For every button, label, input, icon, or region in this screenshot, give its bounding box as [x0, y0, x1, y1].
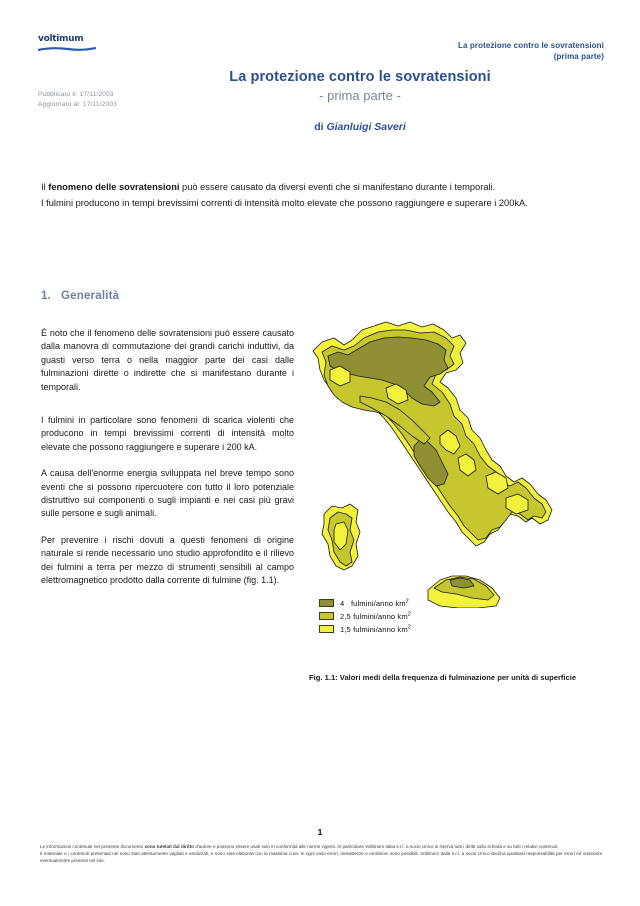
- page-number: 1: [317, 827, 323, 837]
- intro-paragraph-2: I fulmini producono in tempi brevissimi correnti di intensità molto elevate che possono raggiungere e superare i 200kA.: [41, 197, 528, 208]
- legend-item-medium: [319, 610, 489, 622]
- figure-caption: Fig. 1.1: Valori medi della frequenza di fulminazione per unità di superficie: [309, 673, 577, 682]
- footer-line-2: Il materiale e i contenuti presentati nel sono stati attentamente vagliati e analizzati, e sono stati elaborati con la massima cura. In ogni caso errori, inesattezze e omissioni sono possibili. Voltimum Italia s.r.l. a socio Unico declina qualsiasi responsabilità per errori ed omissioni eventualmente presenti nel sito.: [40, 851, 602, 864]
- section-title: Generalità: [61, 290, 120, 302]
- publication-info: [38, 90, 117, 109]
- legend-label-low: 1,5 fulmini/anno $km^2$: [340, 623, 411, 634]
- italy-lightning-map: [300, 318, 600, 608]
- section-heading: [41, 290, 119, 302]
- footer-line-1: [40, 843, 602, 850]
- italy-map-svg: [300, 318, 600, 608]
- map-legend: [319, 597, 489, 636]
- page-title: La protezione contro le sovratensioni: [229, 69, 491, 85]
- logo-swoosh-icon: [38, 47, 96, 52]
- title-block: [150, 68, 570, 133]
- legend-label-high: 4 fulmini/anno $km^2$: [340, 597, 409, 608]
- running-header: [458, 40, 604, 62]
- legend-swatch-medium: [319, 612, 334, 620]
- running-header-line-2: (prima parte): [553, 52, 604, 61]
- legend-label-medium: 2,5 fulmini/anno $km^2$: [340, 610, 411, 621]
- byline-prefix: di: [314, 121, 327, 133]
- legend-item-high: [319, 597, 489, 609]
- footer-line-1-bold: sono tutelati dal diritto: [144, 844, 194, 849]
- body-paragraph-1: É noto che il fenomeno delle sovratensioni può essere causato dalla manovra di commutazione dei grandi carichi induttivi, da guasti verso terra o nella maggior parte dei casi dalle fulminazioni dirette o indirette che si manifestano durante i temporali.: [41, 328, 294, 392]
- figure-1-1: [300, 318, 600, 718]
- legend-swatch-low: [319, 625, 334, 633]
- legend-item-low: [319, 623, 489, 635]
- voltimum-logo[interactable]: [38, 34, 104, 58]
- section-number: 1.: [41, 290, 51, 302]
- footer-disclaimer: [40, 843, 602, 865]
- byline: [150, 121, 570, 133]
- updated-date: Aggiornato al: 17/11/2003: [38, 100, 117, 108]
- page-subtitle: - prima parte -: [319, 88, 401, 103]
- body-paragraph-3: A causa dell'enorme energia sviluppata nel breve tempo sono eventi che si possono ripercuotere con tutto il loro potenziale distruttivo sui componenti o sugli impianti e nei casi più gravi sulle persone e sugli animali.: [41, 468, 294, 519]
- intro-lead-prefix: Il: [41, 182, 49, 192]
- published-date: Pubblicato il: 17/11/2003: [38, 91, 114, 98]
- legend-swatch-high: [319, 599, 334, 607]
- intro-paragraph-1: [41, 180, 599, 196]
- footer-line-1-prefix: Le informazioni contenute nel presente documento: [40, 844, 145, 849]
- intro-lead-suffix: può essere causato da diversi eventi che si manifestano durante i temporali.: [179, 182, 496, 192]
- author-name: Gianluigi Saveri: [326, 121, 406, 133]
- logo-wordmark: voltimum: [38, 34, 84, 44]
- body-paragraph-2: I fulmini in particolare sono fenomeni di scarica violenti che producono in tempi brevissimi correnti di intensità molto elevate che possono raggiungere e superare i 200 kA.: [41, 415, 294, 452]
- footer-line-1-suffix: d'autore e possono essere usati solo in conformità alle norme vigenti. In particolare Voltimum Italia s.r.l. a socio Unico si riserva tutti i diritti sulla scheda e su tutti i relativi contenuti.: [193, 844, 559, 849]
- running-header-line-1: La protezione contro le sovratensioni: [458, 41, 604, 50]
- body-column: [41, 327, 294, 601]
- intro-text: [41, 180, 599, 211]
- body-paragraph-4: Per prevenire i rischi dovuti a questi fenomeni di origine naturale si rende necessario uno studio approfondito e il rilievo dei fulmini a terra per mezzo di strumenti sensibili al campo elettromagnetico prodotto dalla corrente di fulmine (fig. 1.1).: [41, 534, 294, 586]
- intro-lead-bold: fenomeno delle sovratensioni: [48, 182, 180, 192]
